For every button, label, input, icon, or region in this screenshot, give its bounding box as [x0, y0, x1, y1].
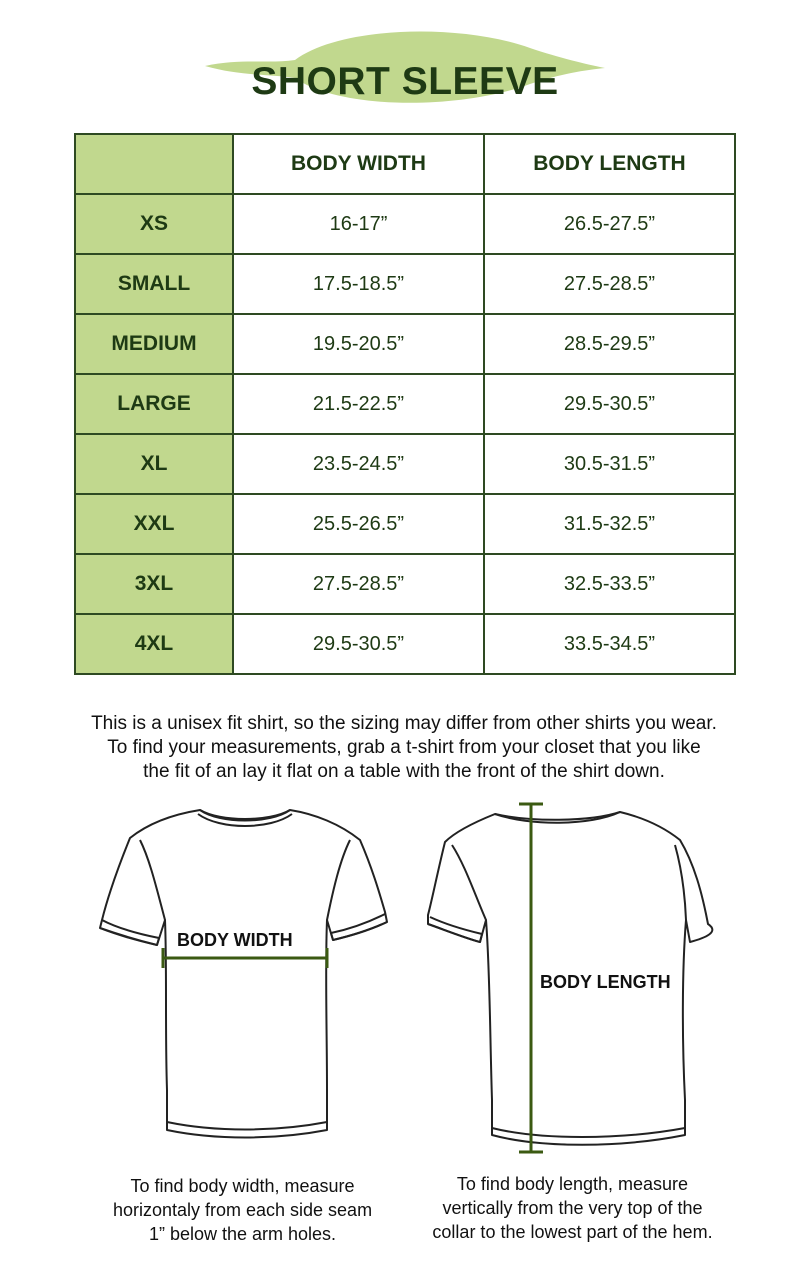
caption-line: To find body width, measure — [130, 1176, 355, 1196]
width-cell: 16-17” — [233, 194, 484, 254]
length-cell: 26.5-27.5” — [484, 194, 735, 254]
intro-line: To find your measurements, grab a t-shirt from your closet that you like — [107, 737, 701, 758]
intro-line: the fit of an lay it flat on a table with the front of the shirt down. — [143, 761, 665, 782]
width-cell: 23.5-24.5” — [233, 434, 484, 494]
length-cell: 29.5-30.5” — [484, 374, 735, 434]
table-row — [75, 614, 735, 674]
table-header-row — [75, 134, 735, 194]
table-row — [75, 494, 735, 554]
width-cell: 17.5-18.5” — [233, 254, 484, 314]
size-chart-table — [74, 133, 736, 675]
caption-line: 1” below the arm holes. — [148, 1224, 337, 1244]
header-body-width: BODY WIDTH — [233, 134, 484, 194]
table-row — [75, 374, 735, 434]
caption-line: To find body length, measure — [456, 1174, 689, 1194]
size-cell: 3XL — [75, 554, 233, 614]
table-row — [75, 554, 735, 614]
header-corner-cell — [75, 134, 233, 194]
length-cell: 31.5-32.5” — [484, 494, 735, 554]
length-cell: 30.5-31.5” — [484, 434, 735, 494]
shirt-front-illustration — [95, 800, 395, 1160]
size-cell: XL — [75, 434, 233, 494]
body-width-label: BODY WIDTH — [177, 930, 293, 950]
length-cell: 27.5-28.5” — [484, 254, 735, 314]
size-cell: 4XL — [75, 614, 233, 674]
body-length-label: BODY LENGTH — [540, 972, 671, 992]
caption-line: collar to the lowest part of the hem. — [432, 1222, 713, 1242]
title-banner — [200, 18, 610, 118]
size-cell: LARGE — [75, 374, 233, 434]
intro-text — [20, 712, 788, 784]
size-cell: XS — [75, 194, 233, 254]
width-cell: 29.5-30.5” — [233, 614, 484, 674]
intro-line: This is a unisex fit shirt, so the sizing may differ from other shirts you wear. — [91, 713, 717, 734]
length-cell: 32.5-33.5” — [484, 554, 735, 614]
size-cell: MEDIUM — [75, 314, 233, 374]
caption-line: horizontaly from each side seam — [112, 1200, 373, 1220]
size-cell: XXL — [75, 494, 233, 554]
length-cell: 33.5-34.5” — [484, 614, 735, 674]
caption-line: vertically from the very top of the — [442, 1198, 703, 1218]
table-row — [75, 194, 735, 254]
width-cell: 21.5-22.5” — [233, 374, 484, 434]
table-row — [75, 314, 735, 374]
header-body-length: BODY LENGTH — [484, 134, 735, 194]
size-cell: SMALL — [75, 254, 233, 314]
body-width-caption — [80, 1174, 405, 1246]
table-row — [75, 254, 735, 314]
body-length-caption — [395, 1172, 750, 1244]
table-row — [75, 434, 735, 494]
length-cell: 28.5-29.5” — [484, 314, 735, 374]
width-cell: 25.5-26.5” — [233, 494, 484, 554]
width-cell: 27.5-28.5” — [233, 554, 484, 614]
width-cell: 19.5-20.5” — [233, 314, 484, 374]
page-title: SHORT SLEEVE — [251, 60, 559, 103]
